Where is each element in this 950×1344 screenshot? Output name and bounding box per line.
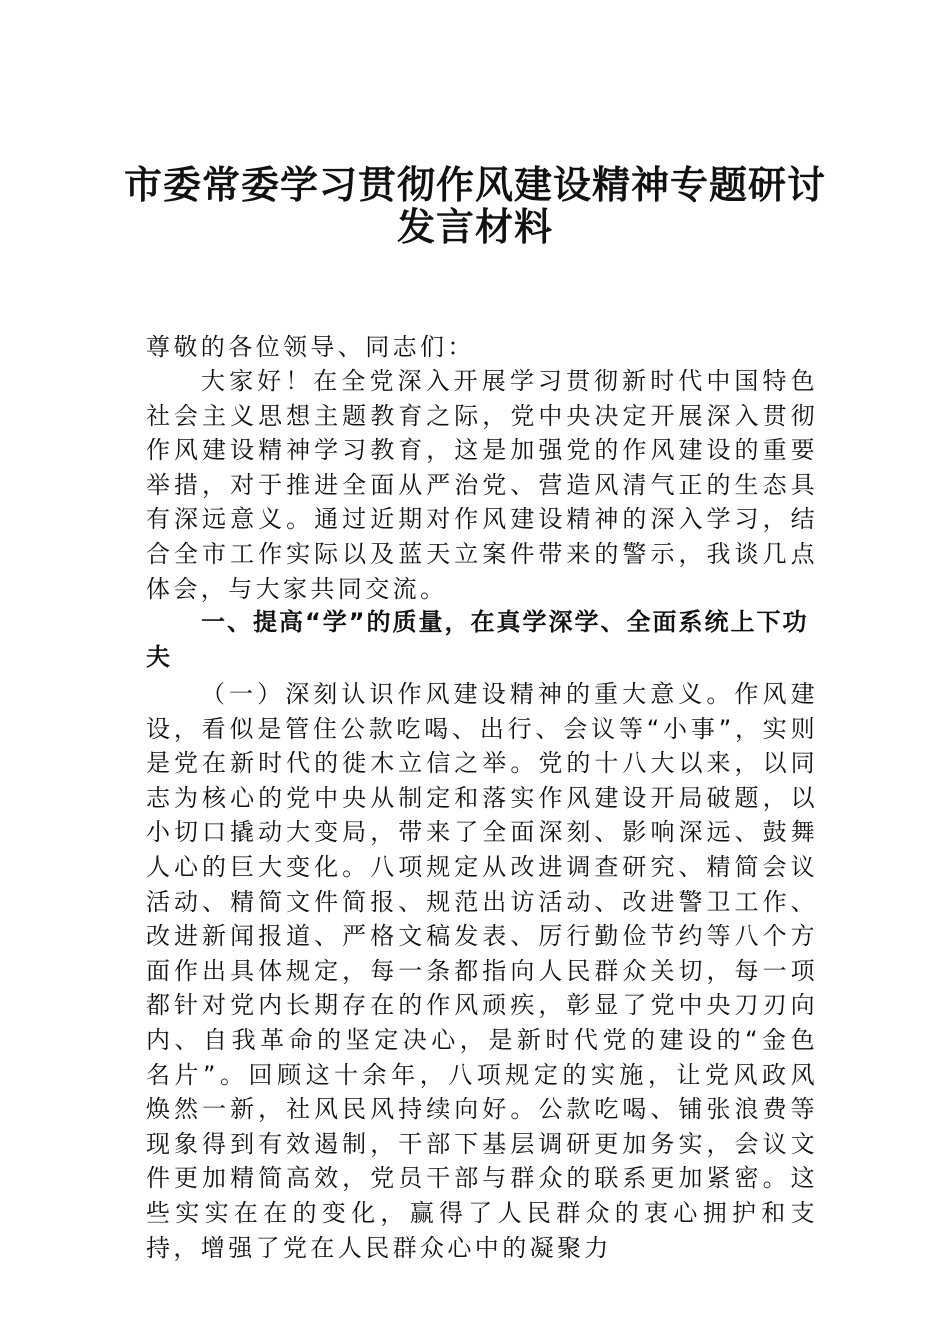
paragraph-subsection-1: （一）深刻认识作风建设精神的重大意义。作风建设，看似是管住公款吃喝、出行、会议等“小事”，实则是党在新时代的徙木立信之举。党的十八大以来，以同志为核心的党中央从制定和落实作风建设开局破题，以小切口撬动大变局，带来了全面深刻、影响深远、鼓舞人心的巨大变化。八项规定从改进调查研究、精简会议活动、精简文件简报、规范出访活动、改进警卫工作、改进新闻报道、严格文稿发表、厉行勤俭节约等八个方面作出具体规定，每一条都指向人民群众关切，每一项都针对党内长期存在的作风顽疾，彰显了党中央刀刃向内、自我革命的坚定决心，是新时代党的建设的“金色名片”。回顾这十余年，八项规定的实施，让党风政风焕然一新，社风民风持续向好。公款吃喝、铺张浪费等现象得到有效遏制，干部下基层调研更加务实，会议文件更加精简高效，党员干部与群众的联系更加紧密。这些实实在在的变化，赢得了人民群众的衷心拥护和支持，增强了党在人民群众心中的凝聚力 [146,680,818,1262]
salutation: 尊敬的各位领导、同志们： [146,333,475,361]
section-heading-1: 一、提高“学”的质量，在真学深学、全面系统上下功夫 [146,608,809,671]
document-title-line-1: 市委常委学习贯彻作风建设精神专题研讨 [123,162,826,207]
paragraph-intro: 大家好！在全党深入开展学习贯彻新时代中国特色社会主义思想主题教育之际，党中央决定开展深入贯彻作风建设精神学习教育，这是加强党的作风建设的重要举措，对于推进全面从严治党、营造风清气正的生态具有深远意义。通过近期对作风建设精神的深入学习，结合全市工作实际以及蓝天立案件带来的警示，我谈几点体会，与大家共同交流。 [146,367,818,603]
document-title-line-2: 发言材料 [396,204,553,249]
